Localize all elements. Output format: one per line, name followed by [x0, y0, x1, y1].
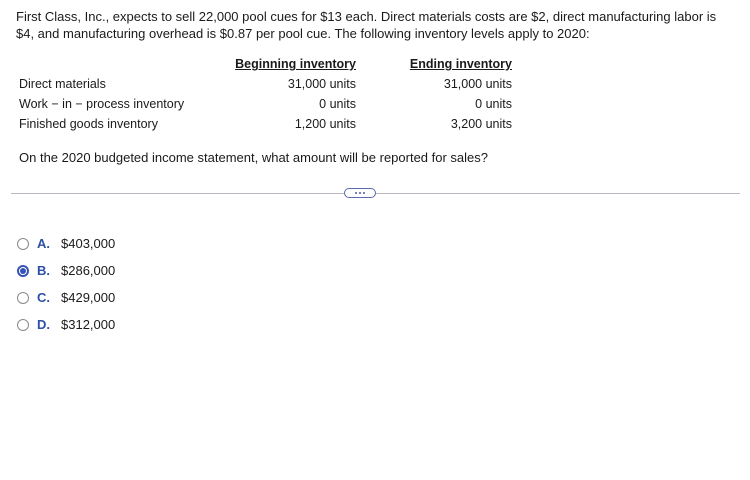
- option-letter: A.: [37, 236, 50, 251]
- radio-button[interactable]: [17, 319, 29, 331]
- option-c[interactable]: [17, 284, 115, 311]
- option-text: $312,000: [61, 317, 116, 332]
- more-dots-icon: [359, 192, 361, 194]
- option-letter: D.: [37, 317, 50, 332]
- option-text: $286,000: [61, 263, 116, 278]
- option-text: $429,000: [61, 290, 116, 305]
- option-text: $403,000: [61, 236, 116, 251]
- row-ending-value: 31,000 units: [443, 77, 512, 91]
- option-d[interactable]: [17, 311, 115, 338]
- option-letter: C.: [37, 290, 50, 305]
- question-prompt: On the 2020 budgeted income statement, what amount will be reported for sales?: [19, 150, 489, 165]
- more-button[interactable]: [344, 188, 376, 198]
- row-label: Work − in − process inventory: [19, 97, 185, 111]
- row-ending-value: 0 units: [475, 97, 512, 111]
- header-ending-inventory: Ending inventory: [409, 57, 512, 71]
- option-a[interactable]: [17, 230, 115, 257]
- radio-button[interactable]: [17, 238, 29, 250]
- header-beginning-inventory: Beginning inventory: [235, 57, 356, 71]
- more-dots-icon: [355, 192, 357, 194]
- row-beginning-value: 0 units: [319, 97, 356, 111]
- row-beginning-value: 31,000 units: [287, 77, 356, 91]
- row-ending-value: 3,200 units: [450, 117, 512, 131]
- more-dots-icon: [363, 192, 365, 194]
- row-beginning-value: 1,200 units: [294, 117, 356, 131]
- question-text: First Class, Inc., expects to sell 22,000 pool cues for $13 each. Direct materials costs are $2, direct manufacturing labor is $4, and manufacturing overhead is $0.87 per pool cue. The following inventory levels apply to 2020:: [16, 9, 717, 41]
- row-label: Finished goods inventory: [19, 117, 158, 131]
- option-letter: B.: [37, 263, 50, 278]
- option-b[interactable]: [17, 257, 115, 284]
- row-label: Direct materials: [19, 77, 106, 91]
- answer-options: [17, 230, 115, 338]
- radio-button[interactable]: [17, 292, 29, 304]
- radio-button-selected[interactable]: [17, 265, 29, 277]
